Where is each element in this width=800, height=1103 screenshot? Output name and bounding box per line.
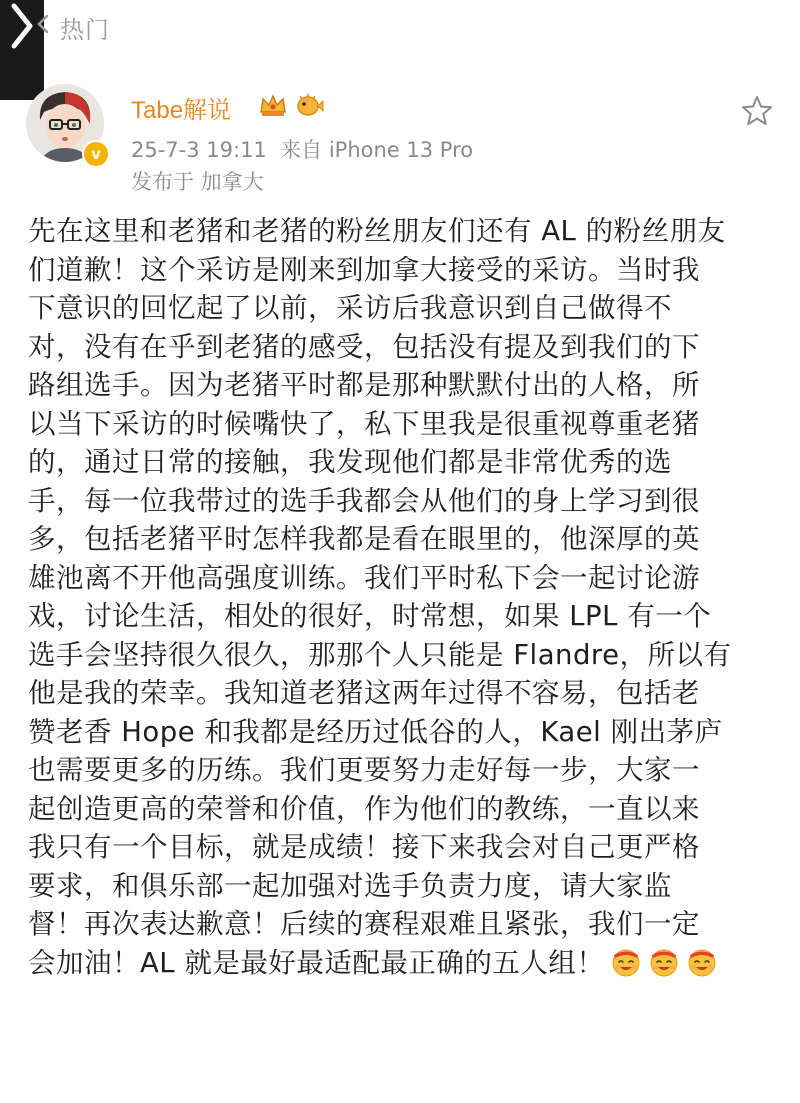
post-body-line: 选手会坚持很久很久，那那个人只能是 Flandre，所以有 — [28, 638, 732, 671]
post-body-line: 赞老香 Hope 和我都是经历过低谷的人，Kael 刚出茅庐 — [28, 715, 723, 748]
post-body-line: 先在这里和老猪和老猪的粉丝朋友们还有 AL 的粉丝朋友 — [28, 215, 726, 247]
post-body-line: 雄池离不开他高强度训练。我们平时私下会一起讨论游 — [28, 561, 700, 594]
post-location: 发布于 加拿大 — [131, 170, 264, 194]
post-body-line: 对，没有在乎到老猪的感受，包括没有提及到我们的下 — [28, 330, 700, 363]
post-body-line: 要求，和俱乐部一起加强对选手负责力度，请大家监 — [28, 869, 672, 902]
post-body-line: 督！再次表达歉意！后续的赛程艰难且紧张，我们一定 — [28, 908, 700, 940]
post-source: 来自 iPhone 13 Pro — [280, 138, 474, 162]
post-body-line: 路组选手。因为老猪平时都是那种默默付出的人格，所 — [28, 369, 700, 401]
post-body-line: 的，通过日常的接触，我发现他们都是非常优秀的选 — [28, 446, 672, 478]
nav-arrow-icon — [36, 14, 50, 34]
post-body-line: 以当下采访的时候嘴快了，私下里我是很重视尊重老猪 — [28, 407, 700, 440]
pufferfish-badge-icon[interactable] — [294, 92, 324, 118]
favorite-star-icon[interactable] — [740, 94, 774, 128]
post-timestamp: 25-7-3 19:11 — [131, 138, 267, 162]
post-body-line: 们道歉！这个采访是刚来到加拿大接受的采访。当时我 — [28, 253, 700, 286]
post-body-line: 手，每一位我带过的选手我都会从他们的身上学习到很 — [28, 484, 700, 517]
post-body-line: 也需要更多的历练。我们更要努力走好每一步，大家一 — [28, 754, 700, 786]
post-body-line: 戏，讨论生活，相处的很好，时常想，如果 LPL 有一个 — [28, 600, 712, 632]
topbar-title[interactable]: 热门 — [60, 16, 110, 44]
post-timestamp-source — [131, 134, 473, 164]
author-name[interactable]: Tabe解说 — [131, 97, 232, 124]
crown-badge-icon[interactable] — [258, 92, 288, 118]
cheer-face-emoji — [648, 946, 680, 978]
post-body-line: 会加油！AL 就是最好最适配最正确的五人组！ — [28, 944, 780, 983]
post-body-line: 我只有一个目标，就是成绩！接下来我会对自己更严格 — [28, 831, 700, 863]
cheer-face-emoji — [610, 946, 642, 978]
post-body-line: 起创造更高的荣誉和价值，作为他们的教练，一直以来 — [28, 792, 700, 825]
cheer-face-emoji — [686, 946, 718, 978]
post-body-line: 下意识的回忆起了以前，采访后我意识到自己做得不 — [28, 292, 672, 324]
post-body — [28, 212, 780, 982]
post-body-line: 多，包括老猪平时怎样我都是看在眼里的，他深厚的英 — [28, 523, 700, 555]
post-body-line: 他是我的荣幸。我知道老猪这两年过得不容易，包括老 — [28, 677, 700, 709]
verified-badge-icon: v — [82, 140, 110, 168]
